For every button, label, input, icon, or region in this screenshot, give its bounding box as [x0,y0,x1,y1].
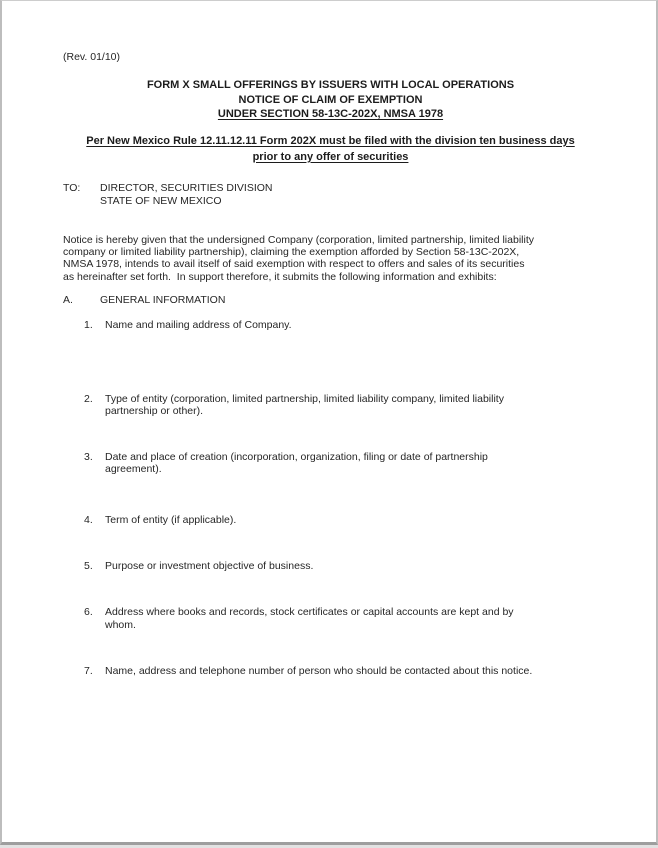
addressee-label: TO: [63,181,81,194]
addressee-line-2: STATE OF NEW MEXICO [100,194,222,207]
intro-line-3: NMSA 1978, intends to avail itself of said exemption with respect to offers and sales of its securities [63,258,525,271]
filing-rule-notice [63,133,598,165]
item-4-number: 4. [84,513,93,526]
item-7-number: 7. [84,665,93,678]
list-item-4 [84,514,598,526]
list-item-2 [84,393,598,418]
list-item-6 [84,606,598,631]
revision-note: (Rev. 01/10) [63,51,120,63]
list-item-5 [84,560,598,572]
form-title-line-3: UNDER SECTION 58-13C-202X, NMSA 1978 [217,108,444,120]
form-title-line-1: FORM X SMALL OFFERINGS BY ISSUERS WITH LOCAL OPERATIONS [146,79,515,91]
section-a-heading [63,294,598,306]
item-6-number: 6. [84,606,93,619]
intro-paragraph [63,234,598,284]
list-item-1 [84,319,598,331]
addressee-line-1: DIRECTOR, SECURITIES DIVISION [100,181,273,194]
item-5-text: Purpose or investment objective of business. [105,559,314,572]
item-1-text: Name and mailing address of Company. [105,318,292,331]
item-3-number: 3. [84,450,93,463]
filing-rule-line-1: Per New Mexico Rule 12.11.12.11 Form 202X must be filed with the division ten business days [86,134,575,147]
intro-line-4: as hereinafter set forth. In support therefore, it submits the following information and exhibits: [63,270,497,283]
form-title-line-2: NOTICE OF CLAIM OF EXEMPTION [238,93,423,106]
intro-line-1: Notice is hereby given that the undersigned Company (corporation, limited partnership, limited liability [63,233,534,246]
addressee-block [63,182,598,208]
item-1-number: 1. [84,318,93,331]
item-6-text: Address where books and records, stock certificates or capital accounts are kept and by whom. [105,606,514,631]
section-a-title: GENERAL INFORMATION [100,294,226,307]
item-2-number: 2. [84,392,93,405]
filing-rule-line-2: prior to any offer of securities [252,150,409,163]
list-item-3 [84,451,598,476]
item-7-text: Name, address and telephone number of person who should be contacted about this notice. [105,665,533,678]
addressee-lines [100,182,273,208]
item-4-text: Term of entity (if applicable). [105,513,237,526]
list-item-7 [84,665,598,677]
general-information-list [63,319,598,678]
form-title [63,78,598,122]
intro-line-2: company or limited liability partnership), claiming the exemption afforded by Section 58-13C-202X, [63,245,520,258]
section-a-label: A. [63,294,73,307]
item-3-text: Date and place of creation (incorporation, organization, filing or date of partnership agreement). [105,450,488,476]
item-5-number: 5. [84,559,93,572]
item-2-text: Type of entity (corporation, limited partnership, limited liability company, limited liability partnership or other). [105,392,504,418]
